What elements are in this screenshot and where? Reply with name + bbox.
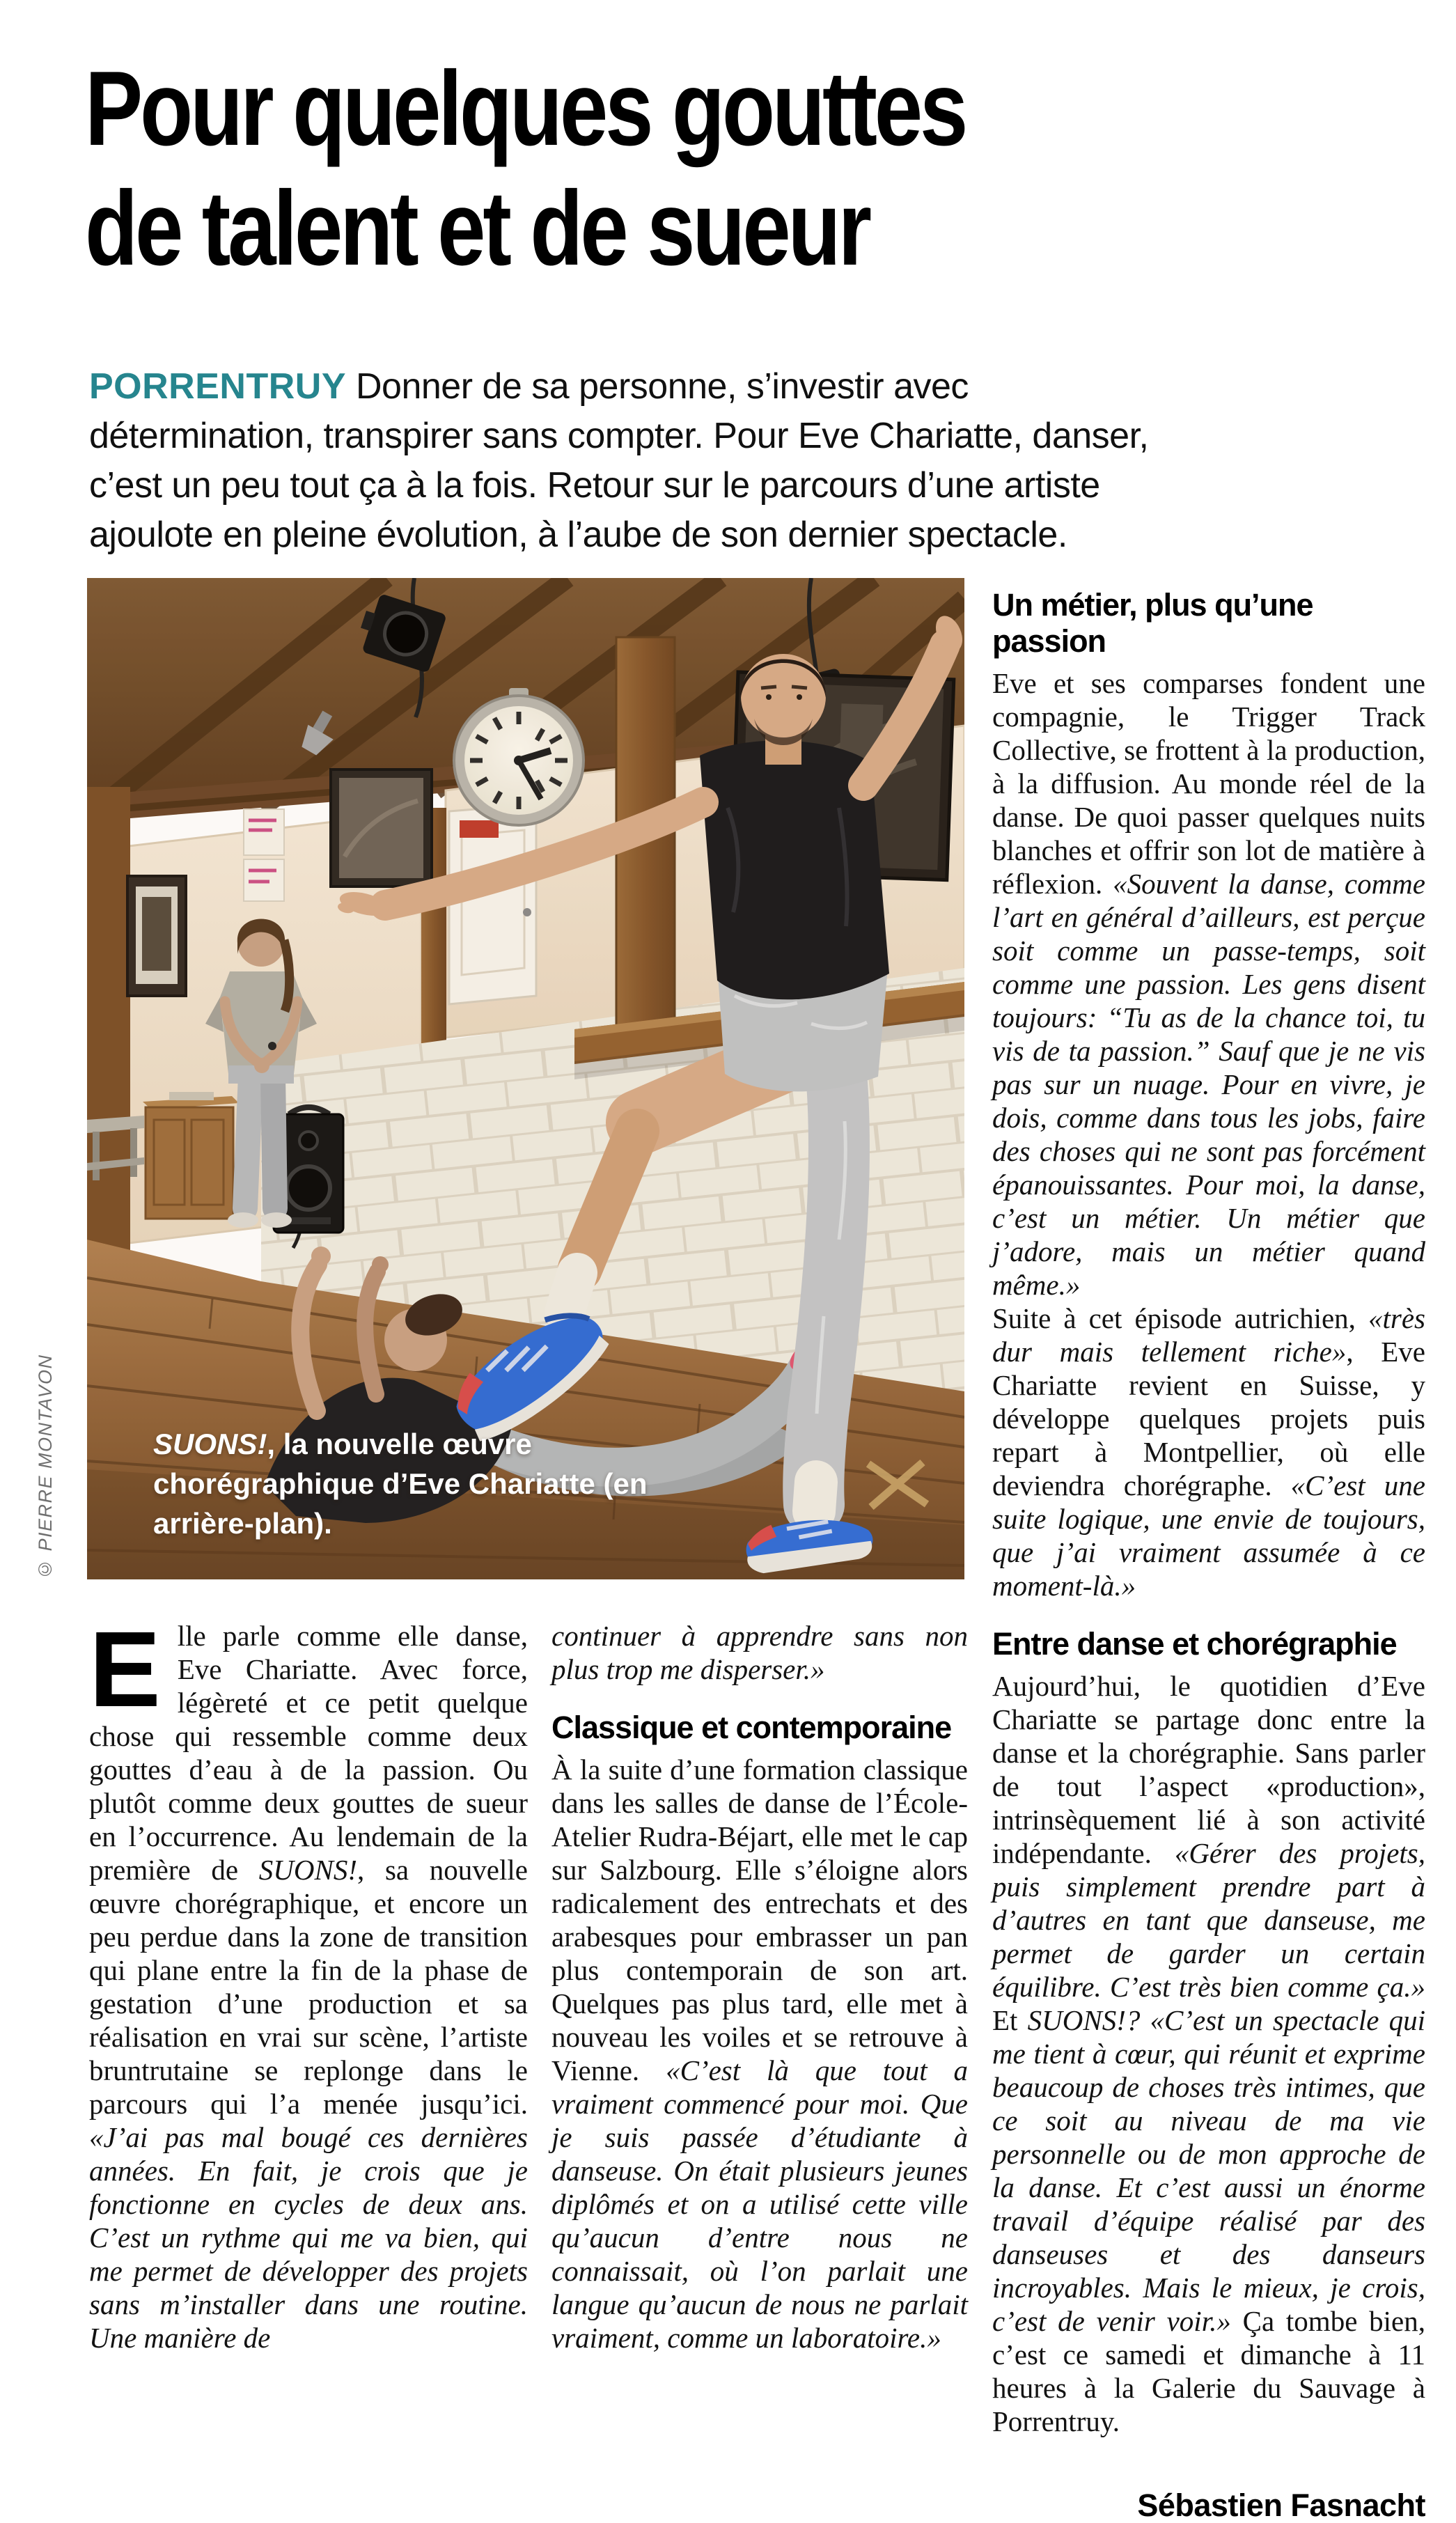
text-run: Ça tombe bien, c’est ce samedi et dimanche à 11 heures à la Galerie du Sauvage à Porrentruy. [992, 2305, 1425, 2437]
lede-paragraph [89, 362, 1193, 560]
text-run: «C’est une suite logique, une envie de toujours, que j’ai vraiment assumée à ce moment-là.» [992, 1469, 1425, 1602]
text-run: «très dur mais tellement riche» [992, 1302, 1425, 1368]
photo-credit: © PIERRE MONTAVON [35, 1354, 56, 1579]
byline: Sébastien Fasnacht [1137, 2487, 1425, 2523]
article-column-2 [551, 1619, 968, 2354]
article-column-3 [992, 587, 1425, 2523]
text-run: lle parle comme elle danse, Eve Chariatte. Avec force, légèreté et ce petit quelque chose qui ressemble comme deux gouttes d’eau à de la passion. Ou plutôt comme deux gouttes de sueur en l’occurrence. Au lendemain de la première de [89, 1620, 528, 1886]
text-run: «Gérer des projets, puis simplement prendre part à d’autres en tant que danseuse, me permet de garder un certain équilibre. C’est très bien comme ça.» [992, 1837, 1425, 2003]
section-heading: Classique et contemporaine [551, 1710, 952, 1745]
text-run: SUONS! [258, 1854, 357, 1886]
section-heading: Entre danse et chorégraphie [992, 1626, 1397, 1662]
text-run: «Souvent la danse, comme l’art en général d’ailleurs, est perçue soit comme un passe-temps, soit comme une passion. Les gens disent toujours: “Tu as de la chance toi, tu vis de ta passion.” Sauf que je ne vis pas sur un nuage. Pour en vivre, je dois, comme dans tous les jobs, faire des choses qui ne sont pas forcément épanouissantes. Pour moi, la danse, c’est un métier. Un métier que j’adore, mais un métier quand même.» [992, 868, 1425, 1301]
headline-line-1: Pour quelques gouttes [85, 49, 966, 168]
text-run: «C’est là que tout a vraiment commencé pour moi. Que je suis passée d’étudiante à danseuse. On était plusieurs jeunes diplômés et on a utilisé cette ville qu’aucun d’entre nous ne connaissait, où l’on parlait une langue qu’aucun de nous ne parlait vraiment, comme un laboratoire.» [551, 2054, 968, 2354]
text-run: Aujourd’hui, le quotidien d’Eve Chariatte se partage donc entre la danse et la chorégraphie. Sans parler de tout l’aspect «production», intrinsèquement lié à son activité indépendante. [992, 1670, 1425, 1869]
article-paragraph [992, 666, 1425, 1302]
headline [85, 49, 1159, 288]
text-run: , Eve Chariatte revient en Suisse, y développe quelques projets puis repart à Montpellier, où elle deviendra chorégraphe. [992, 1336, 1425, 1501]
section-heading: Un métier, plus qu’une passion [992, 587, 1313, 659]
text-run: Suite à cet épisode autrichien, [992, 1302, 1368, 1334]
text-run: SUONS!? [1027, 2004, 1141, 2036]
text-run: SUONS! [153, 1428, 267, 1460]
article-paragraph [992, 1302, 1425, 1602]
text-run: , sa nouvelle œuvre chorégraphique, et encore un peu perdue dans la zone de transition qui plane entre la fin de la phase de gestation d’une production et sa réalisation en vrai sur scène, l’artiste bruntrutaine se replonge dans le parcours qui l’a menée jusqu’ici. [89, 1854, 528, 2120]
article-paragraph [992, 1669, 1425, 2438]
article-column-1 [89, 1609, 528, 2354]
text-run: Et [992, 2004, 1028, 2036]
photo-caption [153, 1424, 710, 1543]
article-paragraph [551, 1753, 968, 2354]
drop-cap: E [89, 1609, 161, 1729]
article-photo [87, 578, 964, 1579]
text-run: Eve et ses comparses fondent une compagnie, le Trigger Track Collective, se frottent à la production, à la diffusion. Au monde réel de la danse. De quoi passer quelques nuits blanches et offrir son lot de matière à réflexion. [992, 667, 1425, 900]
text-run: «J’ai pas mal bougé ces dernières années. En fait, je crois que je fonctionne en cycles de deux ans. C’est un rythme qui me va bien, qui me permet de développer des projets sans m’installer dans une routine. Une manière de [89, 2121, 528, 2354]
text-run: , la nouvelle œuvre chorégraphique d’Eve Chariatte (en arrière-plan). [153, 1428, 648, 1540]
location-tag: PORRENTRUY [89, 366, 347, 407]
text-run: À la suite d’une formation classique dans les salles de danse de l’École-Atelier Rudra-Béjart, elle met le cap sur Salzbourg. Elle s’éloigne alors radicalement des entrechats et des arabesques pour embrasser un pan plus contemporain de son art. Quelques pas plus tard, elle met à nouveau les voiles et se retrouve à Vienne. [551, 1753, 968, 2086]
headline-line-2: de talent et de sueur [85, 169, 869, 288]
text-run: «C’est un spectacle qui me tient à cœur, qui réunit et exprime beaucoup de choses très intimes, que ce soit au niveau de ma vie personnelle ou de mon approche de la danse. Et c’est aussi un énorme travail d’équipe réalisé par des danseuses et des danseurs incroyables. Mais le mieux, je crois, c’est de venir voir.» [992, 2004, 1426, 2337]
article-paragraph [89, 1609, 528, 2354]
text-run: continuer à apprendre sans non plus trop me disperser.» [551, 1620, 968, 1685]
article-paragraph [551, 1619, 968, 1686]
lede-text: Donner de sa personne, s’investir avec détermination, transpirer sans compter. Pour Eve Chariatte, danser, c’est un peu tout ça à la fois. Retour sur le parcours d’une artiste ajoulote en pleine évolution, à l’aube de son dernier spectacle. [89, 366, 1149, 555]
text-run [1140, 2004, 1150, 2036]
